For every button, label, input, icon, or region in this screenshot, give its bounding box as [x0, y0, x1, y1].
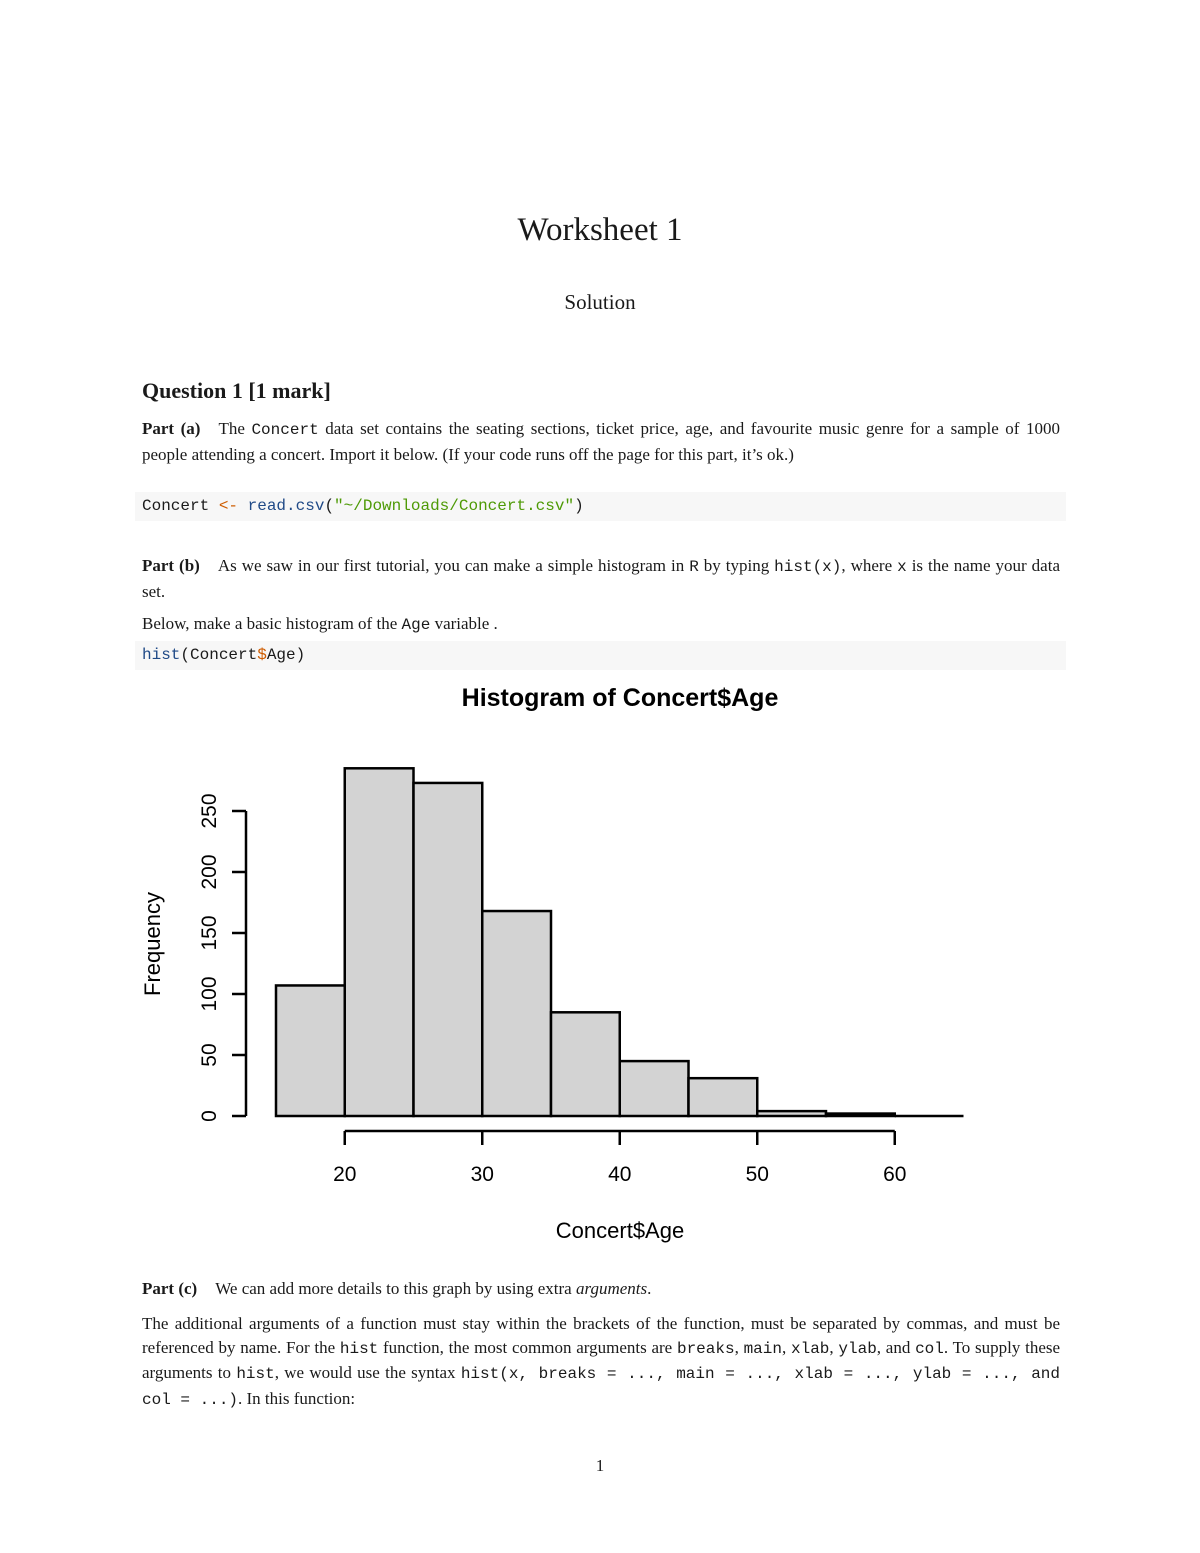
- pc-syntax: hist(x, breaks = ..., main = ..., xlab = ..., ylab = ..., and col = ...): [142, 1365, 1060, 1409]
- chart-xlabel: Concert$Age: [555, 1218, 685, 1243]
- pc-ylab: ylab: [838, 1339, 877, 1358]
- chart-ylabel: Frequency: [140, 892, 165, 996]
- part-b-p2-text-1: Below, make a basic histogram of the: [142, 614, 402, 633]
- part-b-text-4: is the name your data set.: [142, 556, 1060, 601]
- y-tick-label: 250: [198, 793, 221, 829]
- x-tick-label: 20: [333, 1163, 357, 1186]
- part-a-label: Part (a): [142, 419, 201, 438]
- histogram-bar: [689, 1078, 758, 1116]
- code-var: Concert: [142, 497, 219, 515]
- histogram-bar: [826, 1114, 895, 1116]
- pc-c: ,: [734, 1337, 744, 1357]
- code-space: [238, 497, 248, 515]
- code-paren-open: (: [324, 497, 335, 515]
- part-c-paragraph: [142, 1277, 1060, 1301]
- pc-breaks: breaks: [676, 1339, 735, 1358]
- part-b-p2-text-2: variable .: [430, 614, 498, 633]
- part-b-text-1: As we saw in our first tutorial, you can make a simple histogram in: [217, 556, 690, 575]
- code-assign: <-: [218, 497, 239, 515]
- histogram-bar: [551, 1012, 620, 1116]
- part-c-paragraph-2: [142, 1312, 1060, 1412]
- pc-hist: hist: [339, 1339, 379, 1358]
- pc-g: . To supply these arguments to: [142, 1337, 1061, 1382]
- pc-col: col: [915, 1339, 944, 1358]
- histogram-bar: [276, 985, 345, 1116]
- pc-xlab: xlab: [790, 1339, 830, 1358]
- question-heading: Question 1 [1 mark]: [142, 378, 331, 403]
- histogram-bar: [757, 1111, 826, 1116]
- histogram-bar: [345, 768, 414, 1116]
- chart-title: Histogram of Concert$Age: [461, 684, 779, 712]
- dataset-name: Concert: [251, 421, 319, 439]
- part-b-paragraph-2: [142, 612, 1060, 638]
- part-b-text-3: , where: [841, 556, 898, 575]
- x-name: x: [897, 558, 907, 576]
- pc-e: ,: [829, 1337, 839, 1357]
- part-c-label: Part (c): [142, 1279, 198, 1298]
- pc-b: function, the most common arguments are: [378, 1337, 677, 1357]
- pc-d: ,: [781, 1337, 791, 1357]
- part-b-label: Part (b): [142, 556, 200, 575]
- age-var: Age: [401, 616, 431, 634]
- arguments-word: arguments: [575, 1279, 648, 1298]
- document-title: Worksheet 1: [517, 212, 683, 248]
- part-a-text: The: [218, 419, 252, 438]
- code-paren-close: ): [574, 497, 584, 515]
- part-c-text-1: We can add more details to this graph by using extra: [215, 1279, 576, 1298]
- pc-i: . In this function:: [238, 1388, 356, 1408]
- page-number: 1: [595, 1456, 605, 1475]
- document-subtitle: Solution: [564, 290, 636, 314]
- code-hist-arg: (Concert: [180, 646, 258, 664]
- histogram-bar: [414, 783, 483, 1116]
- pc-a: The additional arguments of a function must stay within the brackets of the function, must be separated by commas, and must be referenced by name. For the: [142, 1314, 1060, 1357]
- pc-main: main: [743, 1339, 782, 1358]
- part-b-paragraph: [142, 554, 1060, 603]
- y-tick-label: 150: [198, 915, 221, 951]
- part-c-text-2: .: [647, 1279, 652, 1298]
- part-a-paragraph: [142, 417, 1060, 466]
- y-tick-label: 0: [198, 1110, 221, 1122]
- y-tick-label: 200: [198, 854, 221, 890]
- y-tick-label: 50: [198, 1043, 221, 1067]
- histogram-bar: [482, 911, 551, 1116]
- part-b-text-2: by typing: [698, 556, 775, 575]
- x-tick-label: 50: [745, 1163, 769, 1186]
- code-block-hist: [135, 641, 1066, 670]
- code-fn: read.csv: [247, 497, 325, 515]
- code-block-import: [135, 492, 1066, 521]
- x-tick-label: 40: [608, 1163, 632, 1186]
- part-a-text-2: data set contains the seating sections, ticket price, age, and favourite music genre for a sample of 1000 people attending a concert. Import it below. (If your code runs off the page for this part, it’s ok.): [142, 419, 1060, 464]
- x-tick-label: 30: [470, 1163, 494, 1186]
- histogram-chart: [0, 672, 1200, 1272]
- code-dollar: $: [257, 646, 267, 664]
- pc-h: , we would use the syntax: [274, 1363, 461, 1382]
- x-tick-label: 60: [883, 1163, 907, 1186]
- pc-f: , and: [876, 1337, 916, 1357]
- histogram-bar: [620, 1061, 689, 1116]
- y-tick-label: 100: [198, 976, 221, 1012]
- hist-call: hist(x): [774, 558, 842, 576]
- code-hist-close: Age): [266, 646, 306, 664]
- code-hist-fn: hist: [142, 646, 181, 664]
- r-name: R: [689, 558, 699, 576]
- code-string: "~/Downloads/Concert.csv": [334, 497, 575, 515]
- pc-hist2: hist: [236, 1365, 275, 1383]
